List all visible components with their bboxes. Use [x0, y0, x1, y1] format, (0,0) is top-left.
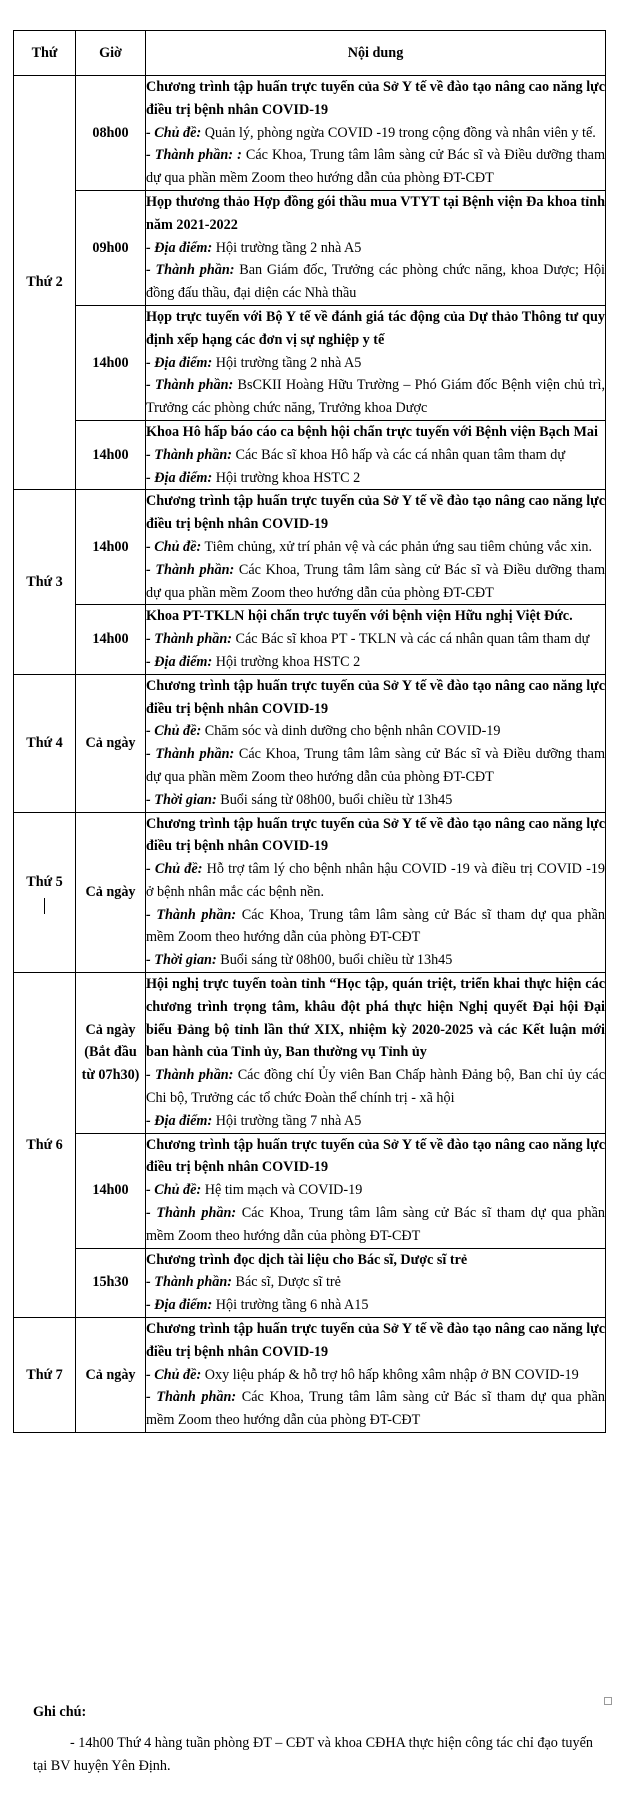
detail-text: Các Bác sĩ khoa Hô hấp và các cá nhân quan tâm tham dự — [231, 446, 566, 463]
detail-text: Hội trường tầng 7 nhà A5 — [212, 1112, 362, 1129]
content-cell — [146, 76, 606, 191]
day-cell — [14, 674, 76, 812]
event-title: Họp trực tuyến với Bộ Y tế về đánh giá tác động của Dự thảo Thông tư quy định xếp hạng các đơn vị sự nghiệp y tế — [146, 308, 605, 348]
detail-text: Các Khoa, Trung tâm lâm sàng cử Bác sĩ tham dự qua phần mềm Zoom theo hướng dẫn của phòng ĐT-CĐT — [146, 1205, 605, 1244]
detail-label: - Thời gian: — [146, 791, 217, 808]
day-cell — [14, 812, 76, 973]
content-cell — [146, 812, 606, 973]
table-row — [14, 973, 606, 1134]
event-detail-line — [146, 858, 605, 904]
event-detail-line — [146, 467, 605, 490]
detail-text: Hội trường tầng 2 nhà A5 — [212, 239, 362, 256]
detail-label: - Địa điểm: — [146, 1297, 213, 1314]
day-cell — [14, 76, 76, 490]
event-detail-line — [146, 1179, 605, 1202]
day-label: Thứ 6 — [26, 1136, 63, 1153]
header-day: Thứ — [14, 31, 76, 76]
table-row — [14, 76, 606, 191]
table-row — [14, 305, 606, 420]
detail-text: Hội trường tầng 6 nhà A15 — [212, 1297, 369, 1314]
detail-label: - Chủ đề: — [146, 124, 202, 141]
day-cell — [14, 973, 76, 1318]
content-cell — [146, 1318, 606, 1433]
event-detail-line — [146, 122, 605, 145]
detail-label: - Địa điểm: — [146, 1112, 213, 1129]
event-detail-line — [146, 444, 605, 467]
detail-label: - Thành phần: — [146, 377, 234, 394]
schedule-table — [13, 30, 606, 1433]
content-cell — [146, 674, 606, 812]
detail-text: Ban Giám đốc, Trưởng các phòng chức năng, khoa Dược; Hội đồng đấu thầu, đại diện các Nhà thầu — [146, 262, 605, 302]
event-detail-line — [146, 1271, 605, 1294]
day-label: Thứ 5 — [26, 873, 63, 890]
header-time: Giờ — [76, 31, 146, 76]
event-detail-line — [146, 651, 605, 674]
detail-label: - Thành phần: — [146, 1274, 232, 1291]
event-detail-line — [146, 1386, 605, 1432]
time-cell: 14h00 — [76, 490, 146, 605]
detail-text: Tiêm chủng, xử trí phản vệ và các phản ứng sau tiêm chủng vắc xin. — [201, 538, 593, 555]
time-cell: 15h30 — [76, 1248, 146, 1317]
table-row — [14, 490, 606, 605]
event-title: Chương trình tập huấn trực tuyến của Sở Y tế về đào tạo nâng cao năng lực điều trị bệnh nhân COVID-19 — [146, 1321, 605, 1360]
content-cell — [146, 1248, 606, 1317]
event-detail-line — [146, 1364, 605, 1387]
event-title: Chương trình tập huấn trực tuyến của Sở Y tế về đào tạo nâng cao năng lực điều trị bệnh nhân COVID-19 — [146, 815, 605, 855]
event-title: Chương trình tập huấn trực tuyến của Sở Y tế về đào tạo nâng cao năng lực điều trị bệnh nhân COVID-19 — [146, 79, 605, 118]
time-cell: 09h00 — [76, 190, 146, 305]
event-detail-line — [146, 1202, 605, 1248]
detail-text: Các Khoa, Trung tâm lâm sàng cử Bác sĩ tham dự qua phần mềm Zoom theo hướng dẫn của phòng ĐT-CĐT — [146, 1389, 605, 1429]
content-cell — [146, 973, 606, 1134]
day-cell — [14, 490, 76, 674]
table-row — [14, 1318, 606, 1433]
event-detail-line — [146, 1294, 605, 1317]
event-detail-line — [146, 559, 605, 605]
detail-text: Oxy liệu pháp & hỗ trợ hô hấp không xâm nhập ở BN COVID-19 — [201, 1366, 579, 1383]
detail-label: - Chủ đề: — [146, 538, 202, 555]
table-row — [14, 812, 606, 973]
content-cell — [146, 490, 606, 605]
time-cell: 14h00 — [76, 305, 146, 420]
event-title: Chương trình đọc dịch tài liệu cho Bác sĩ, Dược sĩ trẻ — [146, 1251, 468, 1268]
detail-text: Các Bác sĩ khoa PT - TKLN và các cá nhân quan tâm tham dự — [231, 631, 590, 648]
event-detail-line — [146, 144, 605, 190]
detail-text: Hội trường khoa HSTC 2 — [212, 469, 361, 486]
content-cell — [146, 605, 606, 674]
detail-label: - Thành phần: — [146, 1067, 234, 1084]
event-detail-line — [146, 720, 605, 743]
detail-label: - Thành phần: — [146, 906, 237, 923]
content-cell — [146, 190, 606, 305]
event-detail-line — [146, 789, 605, 812]
content-cell — [146, 305, 606, 420]
detail-label: - Thành phần: — [146, 631, 232, 648]
event-detail-line — [146, 536, 605, 559]
detail-label: - Thành phần: — [146, 1389, 237, 1406]
table-row — [14, 420, 606, 489]
day-label: Thứ 3 — [26, 573, 63, 590]
event-detail-line — [146, 237, 605, 260]
event-detail-line — [146, 259, 605, 305]
table-row — [14, 190, 606, 305]
day-label: Thứ 7 — [26, 1366, 63, 1383]
time-cell: Cả ngày (Bắt đầu từ 07h30) — [76, 973, 146, 1134]
event-title: Khoa Hô hấp báo cáo ca bệnh hội chẩn trực tuyến với Bệnh viện Bạch Mai — [146, 423, 598, 440]
detail-text: Hội trường tầng 2 nhà A5 — [212, 354, 362, 371]
time-cell: Cả ngày — [76, 1318, 146, 1433]
time-cell: Cả ngày — [76, 674, 146, 812]
detail-label: - Thành phần: : — [146, 147, 242, 164]
detail-text: Hệ tim mạch và COVID-19 — [201, 1182, 363, 1199]
event-title: Chương trình tập huấn trực tuyến của Sở Y tế về đào tạo nâng cao năng lực điều trị bệnh nhân COVID-19 — [146, 493, 605, 533]
time-cell: 14h00 — [76, 605, 146, 674]
detail-label: - Chủ đề: — [146, 861, 203, 878]
table-row — [14, 1133, 606, 1248]
event-detail-line — [146, 352, 605, 375]
event-title: Chương trình tập huấn trực tuyến của Sở Y tế về đào tạo nâng cao năng lực điều trị bệnh nhân COVID-19 — [146, 1136, 605, 1176]
detail-label: - Thời gian: — [146, 952, 217, 969]
content-cell — [146, 420, 606, 489]
time-cell: 08h00 — [76, 76, 146, 191]
detail-label: - Địa điểm: — [146, 653, 213, 670]
event-title: Hội nghị trực tuyến toàn tỉnh “Học tập, quán triệt, triển khai thực hiện các chương trình trọng tâm, khâu đột phá thực hiện Nghị quyết Đại hội Đại biểu Đảng bộ tỉnh lần thứ XIX, nhiệm kỳ 2020-2025 và các Kết luận mới ban hành của Tỉnh ủy, Ban thường vụ Tỉnh ủy — [146, 976, 605, 1061]
detail-label: - Địa điểm: — [146, 469, 213, 486]
event-detail-line — [146, 1064, 605, 1110]
table-header-row — [14, 31, 606, 76]
event-detail-line — [146, 628, 605, 651]
event-detail-line — [146, 374, 605, 420]
detail-text: Buổi sáng từ 08h00, buổi chiều từ 13h45 — [216, 791, 453, 808]
detail-label: - Thành phần: — [146, 1205, 237, 1222]
text-cursor-mark — [44, 898, 45, 914]
detail-text: Các Khoa, Trung tâm lâm sàng cử Bác sĩ tham dự qua phần mềm Zoom theo hướng dẫn của phòng ĐT-CĐT — [146, 906, 605, 946]
detail-label: - Thành phần: — [146, 262, 235, 279]
notes-title: Ghi chú: — [33, 1704, 87, 1720]
event-title: Khoa PT-TKLN hội chẩn trực tuyến với bệnh viện Hữu nghị Việt Đức. — [146, 608, 573, 625]
detail-text: Hội trường khoa HSTC 2 — [212, 653, 361, 670]
detail-label: - Địa điểm: — [146, 354, 213, 371]
event-title: Họp thương thảo Hợp đồng gói thầu mua VTYT tại Bệnh viện Đa khoa tỉnh năm 2021-2022 — [146, 193, 605, 233]
event-detail-line — [146, 904, 605, 950]
detail-text: BsCKII Hoàng Hữu Trường – Phó Giám đốc Bệnh viện chủ trì, Trưởng các phòng chức năng, Trưởng khoa Dược — [146, 377, 605, 417]
detail-text: Các Khoa, Trung tâm lâm sàng cử Bác sĩ và Điều dưỡng tham dự qua phần mềm Zoom theo hướng dẫn của phòng ĐT-CĐT — [146, 746, 605, 785]
detail-text: Các đồng chí Ủy viên Ban Chấp hành Đảng bộ, Ban chỉ ủy các Chi bộ, Trưởng các tổ chức Đoàn thể chính trị - xã hội — [146, 1067, 605, 1107]
detail-label: - Địa điểm: — [146, 239, 213, 256]
event-title: Chương trình tập huấn trực tuyến của Sở Y tế về đào tạo nâng cao năng lực điều trị bệnh nhân COVID-19 — [146, 677, 605, 717]
detail-label: - Thành phần: — [146, 446, 232, 463]
detail-label: - Chủ đề: — [146, 1366, 202, 1383]
detail-text: Các Khoa, Trung tâm lâm sàng cử Bác sĩ và Điều dưỡng tham dự qua phần mềm Zoom theo hướng dẫn của phòng ĐT-CĐT — [146, 561, 605, 601]
event-detail-line — [146, 743, 605, 789]
detail-label: - Chủ đề: — [146, 1182, 202, 1199]
table-resize-handle[interactable] — [604, 1697, 612, 1705]
detail-label: - Thành phần: — [146, 561, 235, 578]
notes-text: - 14h00 Thứ 4 hàng tuần phòng ĐT – CĐT và khoa CĐHA thực hiện công tác chỉ đạo tuyến tại BV huyện Yên Định. — [33, 1734, 593, 1774]
table-row — [14, 1248, 606, 1317]
day-cell — [14, 1318, 76, 1433]
event-detail-line — [146, 1110, 605, 1133]
detail-label: - Chủ đề: — [146, 723, 202, 740]
detail-text: Các Khoa, Trung tâm lâm sàng cử Bác sĩ và Điều dưỡng tham dự qua phần mềm Zoom theo hướng dẫn của phòng ĐT-CĐT — [146, 147, 606, 187]
time-cell: 14h00 — [76, 1133, 146, 1248]
day-label: Thứ 2 — [26, 274, 63, 291]
detail-text: Hỗ trợ tâm lý cho bệnh nhân hậu COVID -19 và điều trị COVID -19 ở bệnh nhân mắc các bệnh nền. — [146, 861, 605, 900]
header-content: Nội dung — [146, 31, 606, 76]
detail-text: Buổi sáng từ 08h00, buổi chiều từ 13h45 — [216, 952, 453, 969]
table-body — [14, 76, 606, 1433]
detail-label: - Thành phần: — [146, 746, 235, 763]
table-row — [14, 605, 606, 674]
content-cell — [146, 1133, 606, 1248]
event-detail-line — [146, 949, 605, 972]
time-cell: 14h00 — [76, 420, 146, 489]
notes-section — [33, 1701, 593, 1777]
day-label: Thứ 4 — [26, 734, 63, 751]
detail-text: Chăm sóc và dinh dưỡng cho bệnh nhân COVID-19 — [201, 723, 501, 740]
table-row — [14, 674, 606, 812]
detail-text: Bác sĩ, Dược sĩ trẻ — [231, 1274, 341, 1291]
time-cell: Cả ngày — [76, 812, 146, 973]
detail-text: Quản lý, phòng ngừa COVID -19 trong cộng đồng và nhân viên y tế. — [201, 124, 596, 141]
